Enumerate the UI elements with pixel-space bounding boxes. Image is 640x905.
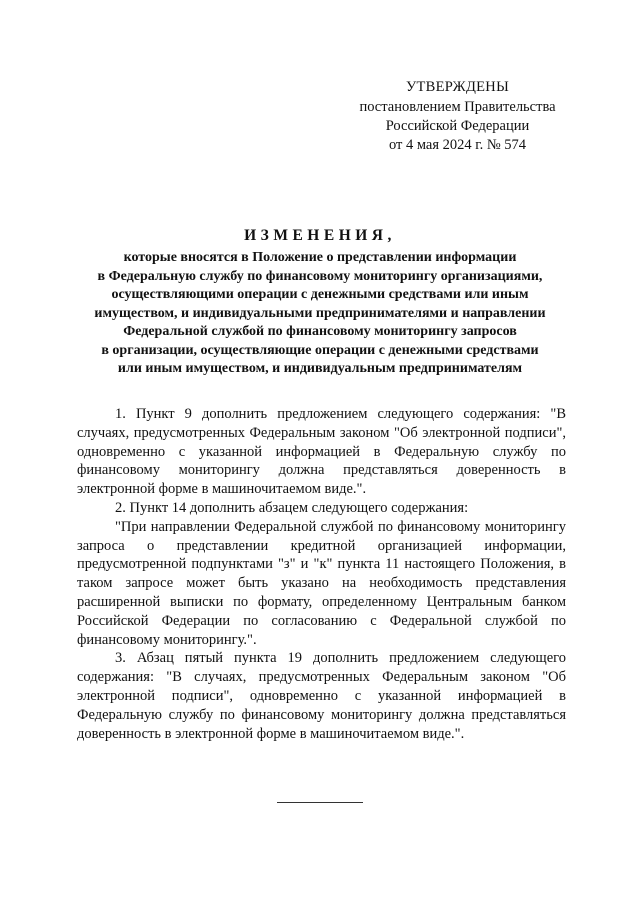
approval-line-government: Российской Федерации (385, 118, 530, 134)
subtitle-line: осуществляющими операции с денежными средствами или иным (111, 287, 529, 302)
paragraph-item-2-quote: "При направлении Федеральной службой по финансовому мониторингу запроса о представлении кредитной организацией информации, предусмотренной подпунктами "з" и "к" пункта 11 настоящего Положения, в таком запросе может быть указано на необходимость представления расширенной выписки по формату, определенному Центральным банком Российской Федерации по согласованию с Федеральной службой по финансовому мониторингу.". (77, 518, 566, 648)
document-heading (60, 226, 580, 379)
paragraph-item-1: 1. Пункт 9 дополнить предложением следующего содержания: "В случаях, предусмотренных Федеральным законом "Об электронной подписи", одновременно с указанной информацией в Федеральную службу по финансовому мониторингу должна представляться доверенность в электронной форме в машиночитаемом виде.". (77, 406, 566, 498)
subtitle-line: в Федеральную службу по финансовому мониторингу организациями, (97, 268, 543, 284)
subtitle-line: имуществом, и индивидуальными предпринимателями и направлении (94, 305, 546, 321)
subtitle-line: или иным имуществом, и индивидуальным предпринимателям (117, 361, 523, 376)
approval-stamp (340, 78, 575, 155)
paragraph-item-2: 2. Пункт 14 дополнить абзацем следующего содержания: (115, 499, 469, 516)
approval-line-decree: постановлением Правительства (359, 99, 556, 115)
document-title: ИЗМЕНЕНИЯ, (244, 227, 396, 244)
end-divider (277, 802, 363, 803)
document-subtitle (60, 249, 580, 379)
approval-line-date: от 4 мая 2024 г. № 574 (388, 137, 527, 153)
subtitle-line: в организации, осуществляющие операции с денежными средствами (101, 342, 539, 358)
subtitle-line: которые вносятся в Положение о представлении информации (123, 250, 517, 265)
subtitle-line: Федеральной службой по финансовому мониторингу запросов (123, 324, 517, 339)
approval-title: УТВЕРЖДЕНЫ (405, 79, 510, 95)
document-body (77, 405, 566, 743)
paragraph-item-3: 3. Абзац пятый пункта 19 дополнить предложением следующего содержания: "В случаях, предусмотренных Федеральным законом "Об электронной подписи", одновременно с указанной информацией в Федеральную службу по финансовому мониторингу должна представляться доверенность в электронной форме в машиночитаемом виде.". (77, 650, 566, 742)
